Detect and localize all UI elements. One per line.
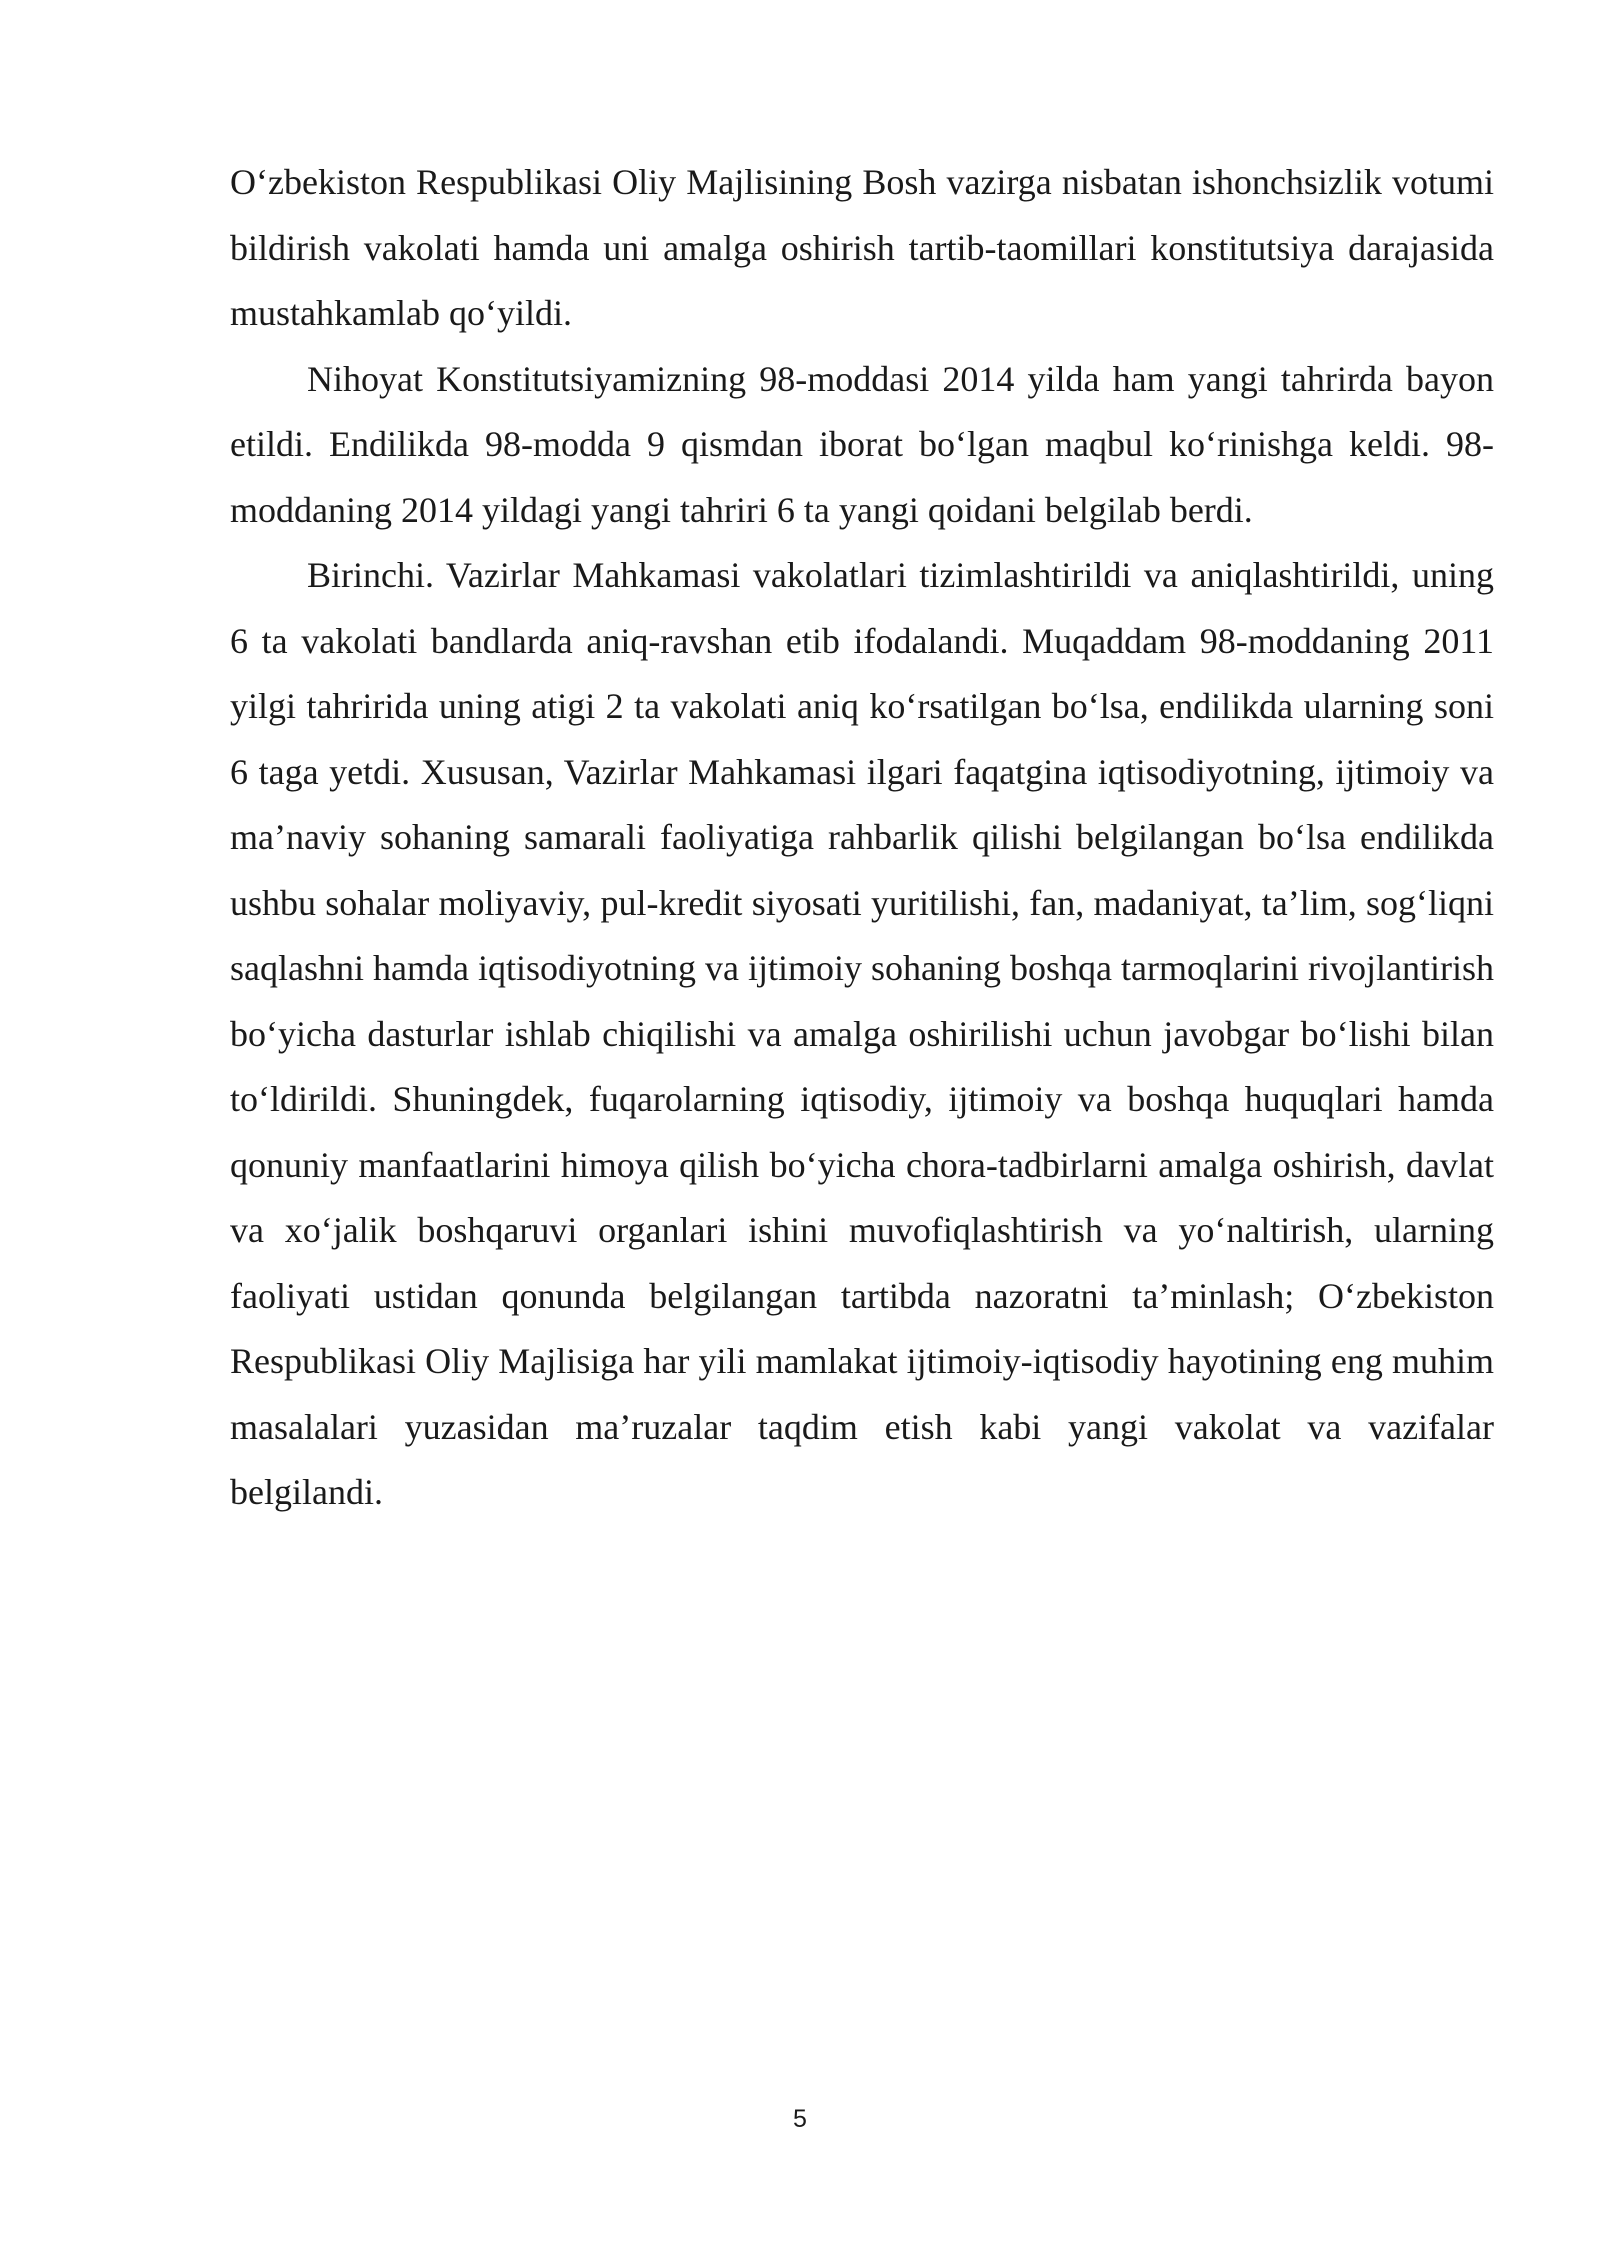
- body-text: [230, 150, 1494, 1526]
- paragraph-first-rule: Birinchi. Vazirlar Mahkamasi vakolatlari tizimlashtirildi va aniqlashtirildi, uning 6 ta vakolati bandlarda aniq-ravshan etib ifodalandi. Muqaddam 98-moddaning 2011 yilgi tahririda uning atigi 2 ta vakolati aniq ko‘rsatilgan bo‘lsa, endilikda ularning soni 6 taga yetdi. Xususan, Vazirlar Mahkamasi ilgari faqatgina iqtisodiyotning, ijtimoiy va ma’naviy sohaning samarali faoliyatiga rahbarlik qilishi belgilangan bo‘lsa endilikda ushbu sohalar moliyaviy, pul-kredit siyosati yuritilishi, fan, madaniyat, ta’lim, sog‘liqni saqlashni hamda iqtisodiyotning va ijtimoiy sohaning boshqa tarmoqlarini rivojlantirish bo‘yicha dasturlar ishlab chiqilishi va amalga oshirilishi uchun javobgar bo‘lishi bilan to‘ldirildi. Shuningdek, fuqarolarning iqtisodiy, ijtimoiy va boshqa huquqlari hamda qonuniy manfaatlarini himoya qilish bo‘yicha chora-tadbirlarni amalga oshirish, davlat va xo‘jalik boshqaruvi organlari ishini muvofiqlashtirish va yo‘naltirish, ularning faoliyati ustidan qonunda belgilangan tartibda nazoratni ta’minlash; O‘zbekiston Respublikasi Oliy Majlisiga har yili mamlakat ijtimoiy-iqtisodiy hayotining eng muhim masalalari yuzasidan ma’ruzalar taqdim etish kabi yangi vakolat va vazifalar belgilandi.: [230, 555, 1494, 1512]
- paragraph-article-98: Nihoyat Konstitutsiyamizning 98-moddasi 2014 yilda ham yangi tahrirda bayon etildi. Endilikda 98-modda 9 qismdan iborat bo‘lgan maqbul ko‘rinishga keldi. 98-moddaning 2014 yildagi yangi tahriri 6 ta yangi qoidani belgilab berdi.: [230, 358, 1494, 530]
- page-number: 5: [793, 2105, 807, 2133]
- paragraph-continuation: O‘zbekiston Respublikasi Oliy Majlisining Bosh vazirga nisbatan ishonchsizlik votumi bildirish vakolati hamda uni amalga oshirish tartib-taomillari konstitutsiya darajasida mustahkamlab qo‘yildi.: [230, 162, 1494, 333]
